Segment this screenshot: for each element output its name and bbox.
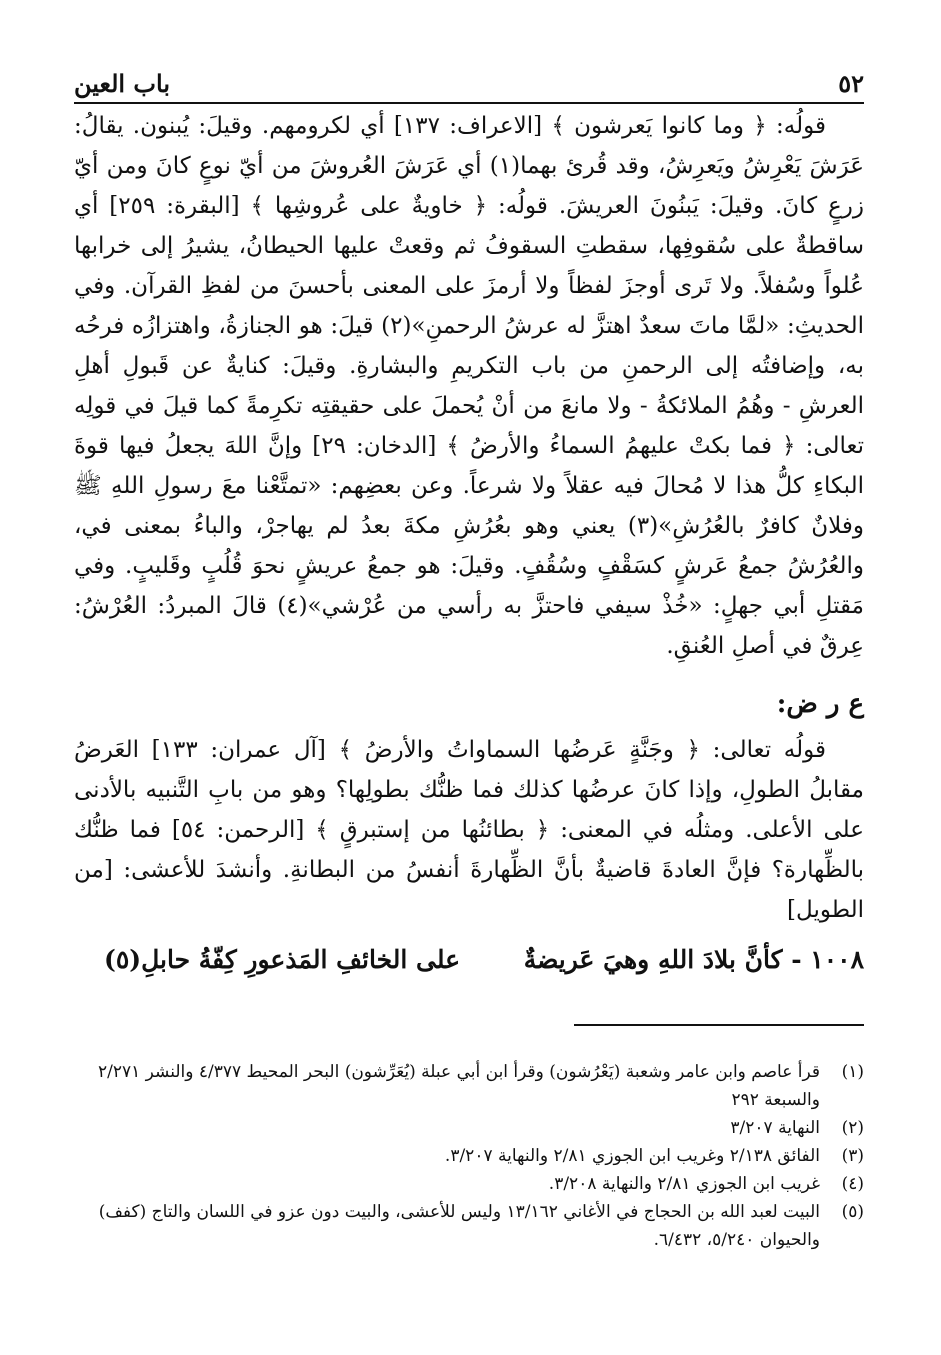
- footnote: [74, 1058, 864, 1114]
- footnote-rule: [574, 1024, 864, 1026]
- header-rule: [74, 102, 864, 104]
- page-header: [74, 58, 864, 98]
- footnote: [74, 1142, 864, 1170]
- footnotes: [74, 1058, 864, 1254]
- verse-hemistich-second: على الخائفِ المَذعورِ كِفّةُ حابلِ(٥): [104, 945, 461, 974]
- verse-hemistich-first: ١٠٠٨ - كأنَّ بلادَ اللهِ وهيَ عَريضةٌ: [523, 945, 864, 974]
- book-page: [74, 40, 864, 1330]
- footnote: [74, 1170, 864, 1198]
- footnote-text: الفائق ٢/١٣٨ وغريب ابن الجوزي ٢/٨١ والنهاية ٣/٢٠٧.: [444, 1146, 820, 1166]
- footnote-text: البيت لعبد الله بن الحجاج في الأغاني ١٣/١٦٢ وليس للأعشى، والبيت دون عزو في اللسان والتاج (كفف) والحيوان ٥/٢٤٠، ٦/٤٣٢.: [98, 1202, 820, 1250]
- paragraph-1: قولُه: ﴿ وما كانوا يَعرشون ﴾ [الاعراف: ١٣٧] أي لكرومهم. وقيلَ: يُبنون. يقالُ: عَرَشَ يَعْرِشُ ويَعرِشُ، وقد قُرئ بهما(١) أي عَرَشَ العُروشَ من أيّ نوعٍ كانَ ومن أيّ زرعٍ كانَ. وقيلَ: يَبنُونَ العريشَ. قولُه: ﴿ خاويةٌ على عُروشِها ﴾ [البقرة: ٢٥٩] أي ساقطةٌ على سُقوفِها، سقطتِ السقوفُ ثم وقعتْ عليها الحيطانُ، يشيرُ إلى خرابها عُلواً وسُفلاً. ولا تَرى أوجزَ لفظاً ولا أرمزَ على المعنى بأحسنَ من لفظِ القرآن. وفي الحديثِ: «لمَّا ماتَ سعدٌ اهتزَّ له عرشُ الرحمنِ»(٢) قيلَ: هو الجنازةُ، واهتزازُه فرحُه به، وإضافتُه إلى الرحمنِ من باب التكريمِ والبشارةِ. وقيلَ: كنايةٌ عن قَبولِ أهلِ العرشِ - وهُمُ الملائكةُ - ولا مانعَ من أنْ يُحملَ على حقيقتِه تكرِمةً كما قيلَ في قولِه تعالى: ﴿ فما بكتْ عليهمُ السماءُ والأرضُ ﴾ [الدخان: ٢٩] وإنَّ اللهَ يجعلُ فيها قوةَ البكاءِ كلُّ هذا لا مُحالَ فيه عقلاً ولا شرعاً. وعن بعضِهم: «تمتَّعْنا معَ رسولِ اللهِ ﷺ وفلانٌ كافرٌ بالعُرُشِ»(٣) يعني وهو بعُرُشِ مكةَ بعدُ لم يهاجرْ، والباءُ بمعنى في، والعُرُشُ جمعُ عَرشٍ كسَقْفٍ وسُقُفٍ. وقيلَ: هو جمعُ عريشٍ نحوَ قُلُبٍ وقَليبٍ. وفي مَقتلِ أبي جهلٍ: «خُذْ سيفي فاحتزَّ به رأسي من عُرْشي»(٤) قالَ المبردُ: العُرْشُ: عِرقٌ في أصلِ العُنقِ.: [74, 113, 865, 659]
- footnote-number: (٣): [841, 1146, 864, 1166]
- footnote-text: النهاية ٣/٢٠٧: [730, 1118, 820, 1138]
- footnote-text: غريب ابن الجوزي ٢/٨١ والنهاية ٣/٢٠٨.: [548, 1174, 820, 1194]
- footnote-number: (٥): [841, 1202, 864, 1222]
- footnote: [74, 1198, 864, 1254]
- chapter-title: باب العين: [74, 69, 171, 98]
- page-number: ٥٢: [838, 69, 864, 98]
- footnote: [74, 1114, 864, 1142]
- paragraph-2: قولُه تعالى: ﴿ وجَنَّةٍ عَرضُها السماواتُ والأرضُ ﴾ [آل عمران: ١٣٣] العَرضُ مقابلُ الطولِ، وإذا كانَ عرضُها كذلك فما ظنُّك بطولِها؟ وهو من بابِ التَّنبيه بالأدنى على الأعلى. ومثلُه في المعنى: ﴿ بطائنُها من إستبرقٍ ﴾ [الرحمن: ٥٤] فما ظنُّك بالظِّهارة؟ فإنَّ العادةَ قاضيةٌ بأنَّ الظِّهارةَ أنفسُ من البطانةِ. وأنشدَ للأعشى: [من الطويل]: [74, 737, 864, 923]
- footnote-number: (٢): [841, 1118, 864, 1138]
- footnote-number: (٤): [841, 1174, 864, 1194]
- section-heading: ع ر ض:: [776, 689, 864, 719]
- main-text: [74, 106, 864, 980]
- poetry-verse: [74, 940, 864, 980]
- footnote-number: (١): [841, 1062, 864, 1082]
- footnote-text: قرأ عاصم وابن عامر وشعبة (يَعْرُشون) وقرأ ابن أبي عبلة (يُعَرِّشون) البحر المحيط ٤/٣٧٧ والنشر ٢/٢٧١ والسبعة ٢٩٢: [97, 1062, 820, 1110]
